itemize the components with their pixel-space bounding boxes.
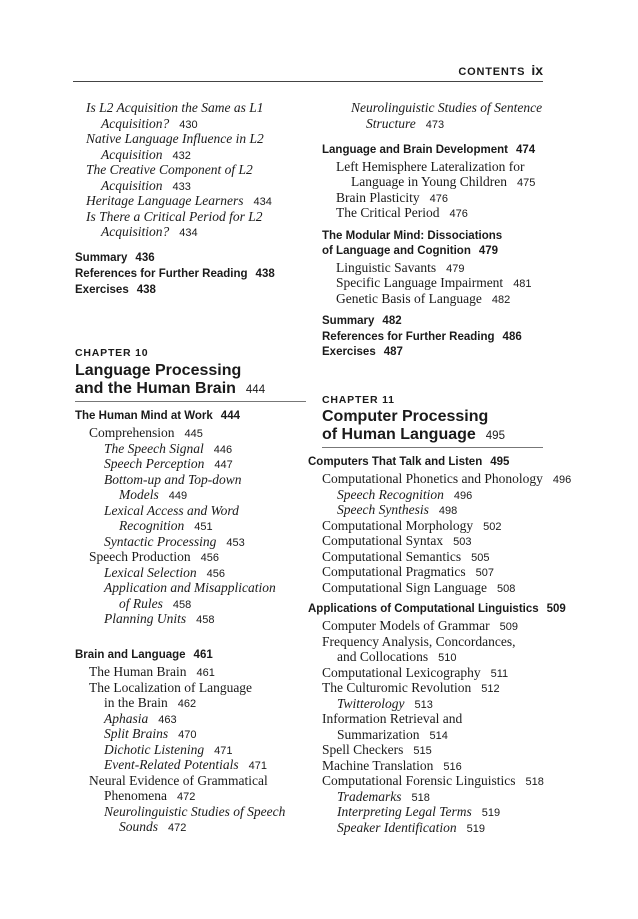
entry-title: References for Further Reading <box>322 331 495 343</box>
entry-title: Computational Syntax <box>322 533 444 548</box>
page-number: 482 <box>382 315 402 327</box>
toc-entry[interactable] <box>322 518 501 534</box>
entry-title: Acquisition <box>101 147 163 162</box>
toc-entry[interactable] <box>336 275 532 291</box>
toc-entry[interactable] <box>322 618 518 634</box>
toc-entry[interactable] <box>119 518 213 534</box>
page-number: 471 <box>248 760 267 772</box>
page-number: 474 <box>515 144 536 156</box>
entry-title: Interpreting Legal Terms <box>337 804 472 819</box>
page-number: 507 <box>475 567 494 579</box>
toc-section[interactable] <box>308 456 509 468</box>
page-number: 475 <box>517 177 536 189</box>
toc-entry[interactable] <box>322 549 489 565</box>
entry-title: Exercises <box>322 346 376 358</box>
page-number: 458 <box>172 599 192 611</box>
toc-entry[interactable] <box>104 565 225 581</box>
entry-title: Application and Misapplication <box>104 580 276 595</box>
toc-entry[interactable] <box>322 773 544 789</box>
entry-title: Computational Phonetics and Phonology <box>322 471 543 486</box>
toc-section[interactable] <box>322 230 502 242</box>
toc-entry[interactable] <box>322 665 508 681</box>
toc-entry[interactable] <box>336 260 464 276</box>
entry-title: Linguistic Savants <box>336 260 437 275</box>
toc-entry[interactable] <box>89 425 203 441</box>
page-number: 509 <box>546 603 566 615</box>
toc-entry[interactable] <box>337 804 500 820</box>
entry-title: Computational Morphology <box>322 518 474 533</box>
toc-entry[interactable] <box>322 634 515 650</box>
entry-title: The Creative Component of L2 <box>86 162 253 177</box>
page-number: 509 <box>499 621 518 633</box>
entry-title: Syntactic Processing <box>104 534 217 549</box>
entry-title: Frequency Analysis, Concordances, <box>322 634 516 649</box>
page-number: 458 <box>196 614 215 626</box>
toc-entry[interactable] <box>322 711 462 727</box>
page-number: 476 <box>449 208 468 220</box>
toc-entry[interactable] <box>89 680 252 696</box>
header-label: CONTENTS <box>458 66 526 78</box>
entry-title: Left Hemisphere Lateralization for <box>336 159 525 174</box>
entry-title: Bottom-up and Top-down <box>104 472 242 487</box>
toc-entry[interactable] <box>322 742 432 758</box>
entry-title: Neural Evidence of Grammatical <box>89 773 268 788</box>
page-number: 434 <box>253 196 272 208</box>
entry-title: Lexical Selection <box>104 565 197 580</box>
toc-section[interactable] <box>322 245 498 257</box>
entry-title: Computational Lexicography <box>322 665 481 680</box>
running-header <box>73 62 543 78</box>
page-number: 508 <box>496 583 516 595</box>
header-rule <box>73 81 543 82</box>
toc-exercises[interactable] <box>322 346 403 358</box>
toc-entry[interactable] <box>337 649 456 665</box>
page-number: 518 <box>525 776 544 788</box>
entry-title: Exercises <box>75 284 129 296</box>
toc-entry[interactable] <box>104 534 245 550</box>
entry-title: Genetic Basis of Language <box>336 291 482 306</box>
entry-title: Is There a Critical Period for L2 <box>86 209 263 224</box>
page-number: 444 <box>245 384 266 396</box>
toc-entry[interactable] <box>119 487 187 503</box>
entry-title: Event-Related Potentials <box>104 757 239 772</box>
toc-entry[interactable] <box>322 564 494 580</box>
page-number: 515 <box>413 745 432 757</box>
toc-entry[interactable] <box>89 773 268 789</box>
entry-title: Neurolinguistic Studies of Sentence <box>351 100 543 115</box>
entry-title: Summary <box>322 315 375 327</box>
page-number: 473 <box>425 119 445 131</box>
toc-section[interactable] <box>75 410 240 422</box>
entry-title: Brain Plasticity <box>336 190 420 205</box>
toc-entry[interactable] <box>336 159 525 175</box>
page-number: 512 <box>481 683 500 695</box>
page-number: 438 <box>255 268 275 280</box>
page-number: 433 <box>172 181 191 193</box>
page-number: 463 <box>158 714 177 726</box>
entry-title: Aphasia <box>104 711 149 726</box>
toc-entry[interactable] <box>336 190 448 206</box>
chapter-label: CHAPTER 10 <box>75 347 149 359</box>
page-number: 511 <box>490 668 509 680</box>
entry-title: The Modular Mind: Dissociations <box>322 230 503 242</box>
page-number: 438 <box>136 284 156 296</box>
page-number: 451 <box>194 521 213 533</box>
entry-title: Split Brains <box>104 726 169 741</box>
entry-title: in the Brain <box>104 695 168 710</box>
entry-title: Language Processing <box>75 362 242 379</box>
entry-title: Planning Units <box>104 611 187 626</box>
entry-title: Language in Young Children <box>351 174 507 189</box>
page-number: 476 <box>429 193 448 205</box>
entry-title: Specific Language Impairment <box>336 275 504 290</box>
toc-entry[interactable] <box>104 580 276 596</box>
toc-summary[interactable] <box>322 315 402 327</box>
page-number: 510 <box>438 652 457 664</box>
entry-title: Lexical Access and Word <box>104 503 239 518</box>
entry-title: The Human Brain <box>89 664 187 679</box>
toc-entry[interactable] <box>322 680 500 696</box>
toc-entry[interactable] <box>322 533 471 549</box>
toc-entry[interactable] <box>337 696 433 712</box>
toc-entry[interactable] <box>337 727 448 743</box>
page-number: 430 <box>179 119 198 131</box>
entry-title: Speech Synthesis <box>337 502 429 517</box>
entry-title: Speech Recognition <box>337 487 444 502</box>
entry-title: The Human Mind at Work <box>75 410 213 422</box>
entry-title: References for Further Reading <box>75 268 248 280</box>
entry-title: Models <box>119 487 159 502</box>
toc-section[interactable] <box>322 144 535 156</box>
page-number: 518 <box>411 792 430 804</box>
entry-title: Brain and Language <box>75 649 186 661</box>
page-number: 456 <box>200 552 219 564</box>
entry-title: Information Retrieval and <box>322 711 463 726</box>
page-number: 514 <box>429 730 448 742</box>
entry-title: of Human Language <box>322 426 476 443</box>
toc-entry[interactable] <box>337 487 472 503</box>
toc-entry[interactable] <box>104 472 242 488</box>
chapter-label: CHAPTER 11 <box>322 394 395 406</box>
entry-title: of Language and Cognition <box>322 245 471 257</box>
page-number: 482 <box>491 294 511 306</box>
entry-title: Speech Production <box>89 549 191 564</box>
toc-entry[interactable] <box>86 162 253 178</box>
page-number: 516 <box>443 761 462 773</box>
toc-entry[interactable] <box>104 726 197 742</box>
entry-title: and the Human Brain <box>75 380 236 397</box>
toc-entry[interactable] <box>337 789 430 805</box>
page-number: 479 <box>446 263 465 275</box>
page-number: 470 <box>178 729 197 741</box>
entry-title: Speaker Identification <box>337 820 457 835</box>
entry-title: Computational Pragmatics <box>322 564 466 579</box>
toc-entry[interactable] <box>119 596 191 612</box>
toc-entry[interactable] <box>322 471 571 487</box>
page-number: 461 <box>196 667 215 679</box>
toc-summary[interactable] <box>75 252 155 264</box>
page-number: 513 <box>414 699 433 711</box>
toc-entry[interactable] <box>322 580 515 596</box>
page-number: 444 <box>220 410 240 422</box>
page-number: 519 <box>481 807 501 819</box>
toc-entry[interactable] <box>351 174 535 190</box>
toc-entry[interactable] <box>322 758 462 774</box>
entry-title: The Localization of Language <box>89 680 253 695</box>
entry-title: Sounds <box>119 819 159 834</box>
page-number: 471 <box>214 745 233 757</box>
page-number: 519 <box>466 823 485 835</box>
entry-title: Language and Brain Development <box>322 144 508 156</box>
header-text <box>458 62 543 78</box>
entry-title: Comprehension <box>89 425 175 440</box>
toc-entry[interactable] <box>104 611 215 627</box>
toc-entry[interactable] <box>101 224 198 240</box>
toc-exercises[interactable] <box>75 284 156 296</box>
entry-title: Recognition <box>119 518 185 533</box>
entry-title: Computer Models of Grammar <box>322 618 490 633</box>
entry-title: Spell Checkers <box>322 742 404 757</box>
chapter-rule <box>322 447 543 448</box>
toc-entry[interactable] <box>336 291 510 307</box>
entry-title: Applications of Computational Linguistics <box>308 603 539 615</box>
toc-entry[interactable] <box>104 804 285 820</box>
page-number: 432 <box>172 150 191 162</box>
entry-title: of Rules <box>119 596 163 611</box>
toc-entry[interactable] <box>104 695 196 711</box>
entry-title: and Collocations <box>337 649 429 664</box>
entry-title: The Culturomic Revolution <box>322 680 472 695</box>
toc-entry[interactable] <box>101 178 191 194</box>
entry-title: Acquisition? <box>101 224 170 239</box>
page-number: 436 <box>135 252 155 264</box>
chapter-title[interactable] <box>75 362 241 380</box>
chapter-title[interactable] <box>75 380 265 398</box>
page-number: 496 <box>552 474 572 486</box>
toc-entry[interactable] <box>89 549 219 565</box>
entry-title: Computational Sign Language <box>322 580 487 595</box>
toc-entry[interactable] <box>366 116 444 132</box>
entry-title: Summary <box>75 252 128 264</box>
toc-references[interactable] <box>75 268 275 280</box>
page-number: 456 <box>206 568 225 580</box>
page-number: 449 <box>168 490 188 502</box>
page-number: 481 <box>513 278 532 290</box>
chapter-title[interactable] <box>322 426 505 444</box>
header-page-number: ix <box>531 62 543 78</box>
page-number: 486 <box>502 331 522 343</box>
entry-title: Phenomena <box>104 788 167 803</box>
toc-entry[interactable] <box>351 100 542 116</box>
chapter-title[interactable] <box>322 408 488 426</box>
entry-title: Acquisition? <box>101 116 170 131</box>
entry-title: Computers That Talk and Listen <box>308 456 483 468</box>
toc-entry[interactable] <box>337 820 485 836</box>
entry-title: Computational Semantics <box>322 549 462 564</box>
toc-entry[interactable] <box>104 503 239 519</box>
chapter-rule <box>75 401 306 402</box>
entry-title: Machine Translation <box>322 758 434 773</box>
entry-title: Native Language Influence in L2 <box>86 131 264 146</box>
page-number: 503 <box>453 536 472 548</box>
entry-title: Computer Processing <box>322 408 489 425</box>
entry-title: Computational Forensic Linguistics <box>322 773 516 788</box>
page-number: 498 <box>438 505 458 517</box>
page-number: 487 <box>383 346 403 358</box>
toc-entry[interactable] <box>104 711 177 727</box>
toc-entry[interactable] <box>337 502 457 518</box>
page-number: 479 <box>478 245 499 257</box>
page-number: 434 <box>179 227 198 239</box>
entry-title: Dichotic Listening <box>104 742 205 757</box>
entry-title: Speech Perception <box>104 456 205 471</box>
toc-entry[interactable] <box>86 209 263 225</box>
page-number: 495 <box>485 430 505 442</box>
toc-entry[interactable] <box>89 664 215 680</box>
entry-title: Neurolinguistic Studies of Speech <box>104 804 286 819</box>
page-number: 495 <box>490 456 510 468</box>
toc-entry[interactable] <box>86 193 272 209</box>
toc-entry[interactable] <box>101 116 198 132</box>
toc-entry[interactable] <box>101 147 191 163</box>
entry-title: Heritage Language Learners <box>86 193 244 208</box>
entry-title: Acquisition <box>101 178 163 193</box>
entry-title: Twitterology <box>337 696 405 711</box>
entry-title: Is L2 Acquisition the Same as L1 <box>86 100 264 115</box>
page-number: 462 <box>177 698 197 710</box>
page-number: 505 <box>471 552 490 564</box>
page-number: 446 <box>213 444 233 456</box>
page-number: 472 <box>168 822 187 834</box>
page-number: 453 <box>226 537 245 549</box>
toc-entry[interactable] <box>104 757 267 773</box>
entry-title: The Speech Signal <box>104 441 204 456</box>
page-number: 447 <box>214 459 233 471</box>
entry-title: Structure <box>366 116 416 131</box>
toc-entry[interactable] <box>104 456 233 472</box>
toc-entry[interactable] <box>104 788 195 804</box>
entry-title: Trademarks <box>337 789 402 804</box>
page-number: 445 <box>184 428 203 440</box>
toc-section[interactable] <box>308 603 566 615</box>
toc-entry[interactable] <box>104 742 232 758</box>
entry-title: The Critical Period <box>336 205 440 220</box>
toc-section[interactable] <box>75 649 213 661</box>
page-number: 472 <box>177 791 196 803</box>
toc-references[interactable] <box>322 331 522 343</box>
toc-entry[interactable] <box>86 100 264 116</box>
toc-entry[interactable] <box>86 131 264 147</box>
toc-entry[interactable] <box>336 205 468 221</box>
page-number: 496 <box>453 490 473 502</box>
toc-entry[interactable] <box>119 819 186 835</box>
page-number: 461 <box>193 649 213 661</box>
page-number: 502 <box>483 521 502 533</box>
toc-entry[interactable] <box>104 441 232 457</box>
entry-title: Summarization <box>337 727 420 742</box>
